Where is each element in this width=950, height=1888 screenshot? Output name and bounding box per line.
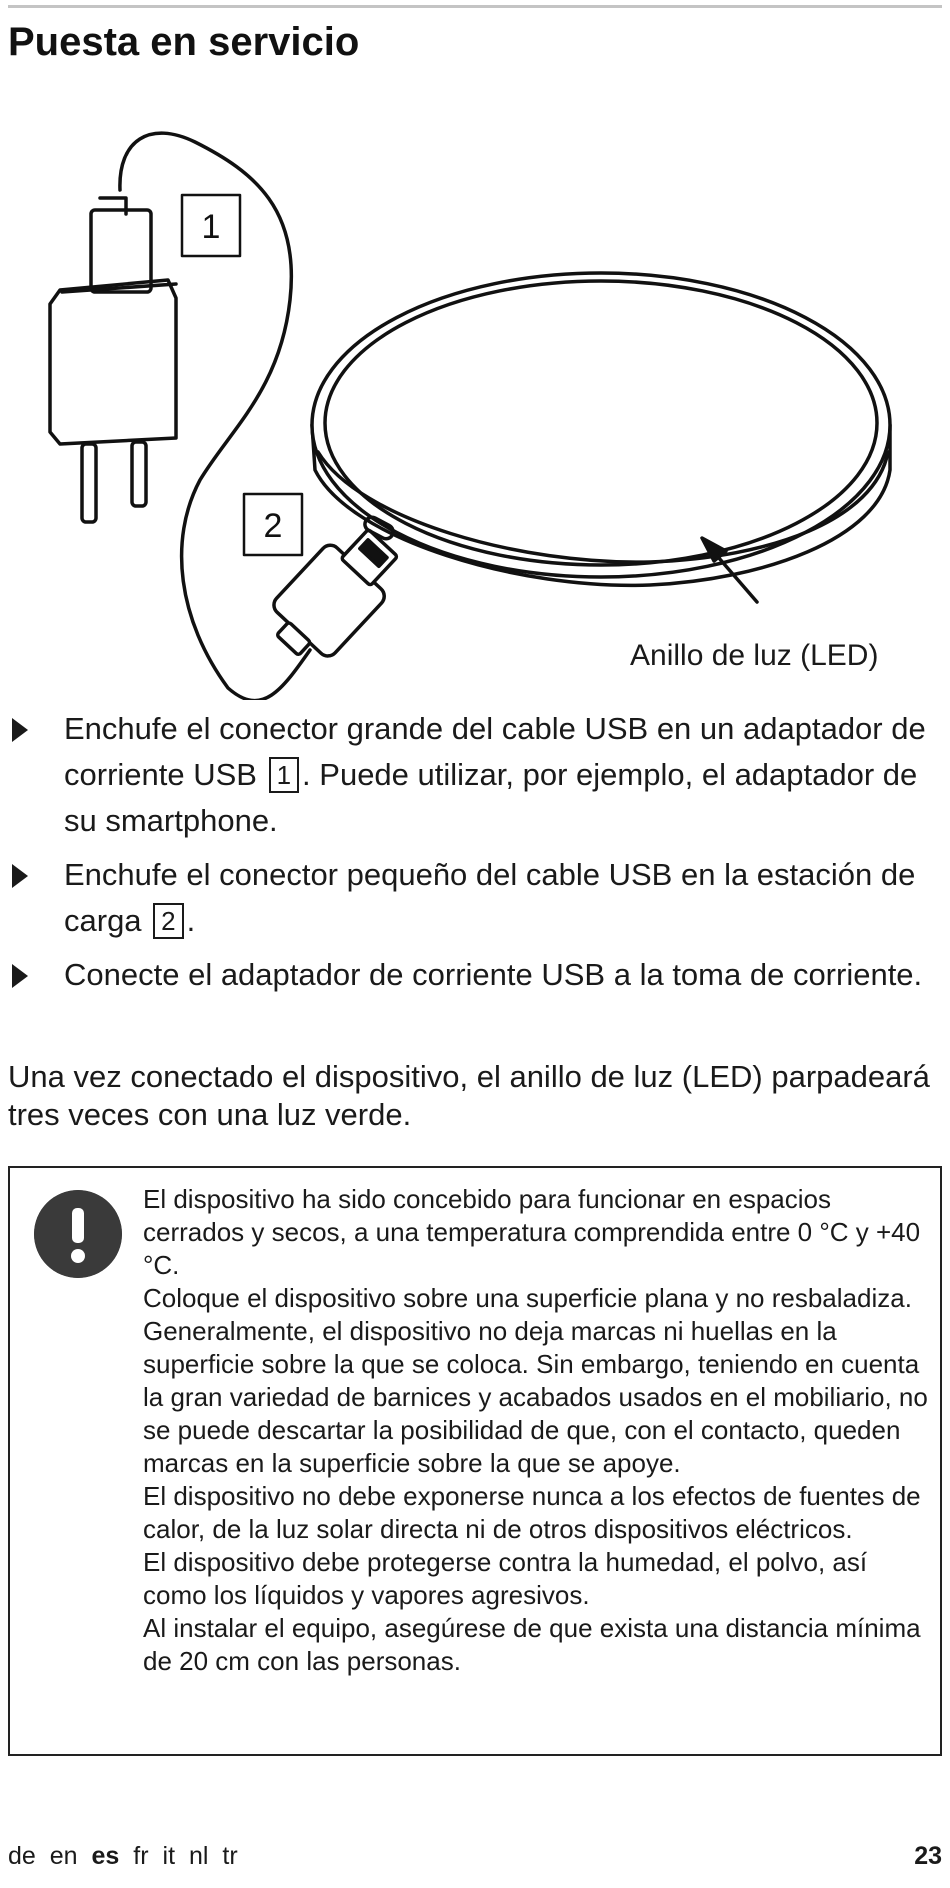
top-rule: [8, 5, 942, 8]
instruction-steps: [8, 706, 938, 1006]
page-title: Puesta en servicio: [8, 20, 360, 64]
notice-paragraph: El dispositivo debe protegerse contra la humedad, el polvo, así como los líquidos y vapores agresivos.: [143, 1547, 868, 1610]
step-text: Conecte el adaptador de corriente USB a la toma de corriente.: [64, 957, 923, 992]
language-es[interactable]: es: [91, 1842, 120, 1870]
step-text: Enchufe el conector pequeño del cable USB en la estación de carga: [64, 857, 916, 938]
language-it[interactable]: it: [162, 1842, 176, 1870]
notice-paragraph: El dispositivo ha sido concebido para funcionar en espacios cerrados y secos, a una temperatura comprendida entre 0 °C y +40 °C.: [143, 1184, 921, 1280]
page-number: 23: [914, 1842, 942, 1870]
language-list: [8, 1840, 245, 1872]
charging-pad: [312, 273, 890, 585]
charger-illustration: [0, 110, 950, 700]
callout-label-2: 2: [263, 507, 283, 545]
notice-paragraph: Coloque el dispositivo sobre una superficie plana y no resbaladiza. Generalmente, el dispositivo no deja marcas ni huellas en la superficie sobre la que se coloca. Sin embargo, teniendo en cuenta la gran variedad de barnices y acabados usados en el mobiliario, no se puede descartar la posibilidad de que, con el contacto, queden marcas en la superficie sobre la que se apoye.: [143, 1283, 928, 1478]
step-arrow-icon: [12, 864, 28, 888]
led-ring-label: Anillo de luz (LED): [630, 639, 879, 672]
safety-notice-box: [8, 1166, 942, 1756]
notice-text: [143, 1183, 933, 1678]
language-de[interactable]: de: [8, 1842, 36, 1870]
step-arrow-icon: [12, 718, 28, 742]
language-en[interactable]: en: [49, 1842, 78, 1870]
notice-paragraph: Al instalar el equipo, asegúrese de que exista una distancia mínima de 20 cm con las personas.: [143, 1613, 921, 1676]
reference-box: 1: [269, 757, 299, 793]
step-text: .: [186, 903, 196, 938]
step-item: [8, 852, 938, 944]
language-fr[interactable]: fr: [133, 1842, 149, 1870]
notice-paragraph: El dispositivo no debe exponerse nunca a los efectos de fuentes de calor, de la luz solar directa ni de otros dispositivos eléctricos.: [143, 1481, 921, 1544]
led-blink-paragraph: Una vez conectado el dispositivo, el anillo de luz (LED) parpadeará tres veces con una luz verde.: [8, 1059, 930, 1132]
reference-box: 2: [153, 903, 183, 939]
step-text: . Puede utilizar, por ejemplo, el adaptador de su smartphone.: [64, 757, 918, 838]
step-item: [8, 706, 938, 844]
language-nl[interactable]: nl: [188, 1842, 209, 1870]
usb-adapter: [50, 198, 176, 522]
exclamation-icon: [34, 1190, 122, 1278]
step-item: [8, 952, 938, 998]
step-text: Enchufe el conector grande del cable USB en un adaptador de corriente USB: [64, 711, 926, 792]
language-tr[interactable]: tr: [222, 1842, 238, 1870]
step-arrow-icon: [12, 964, 28, 988]
callout-label-1: 1: [201, 208, 221, 246]
